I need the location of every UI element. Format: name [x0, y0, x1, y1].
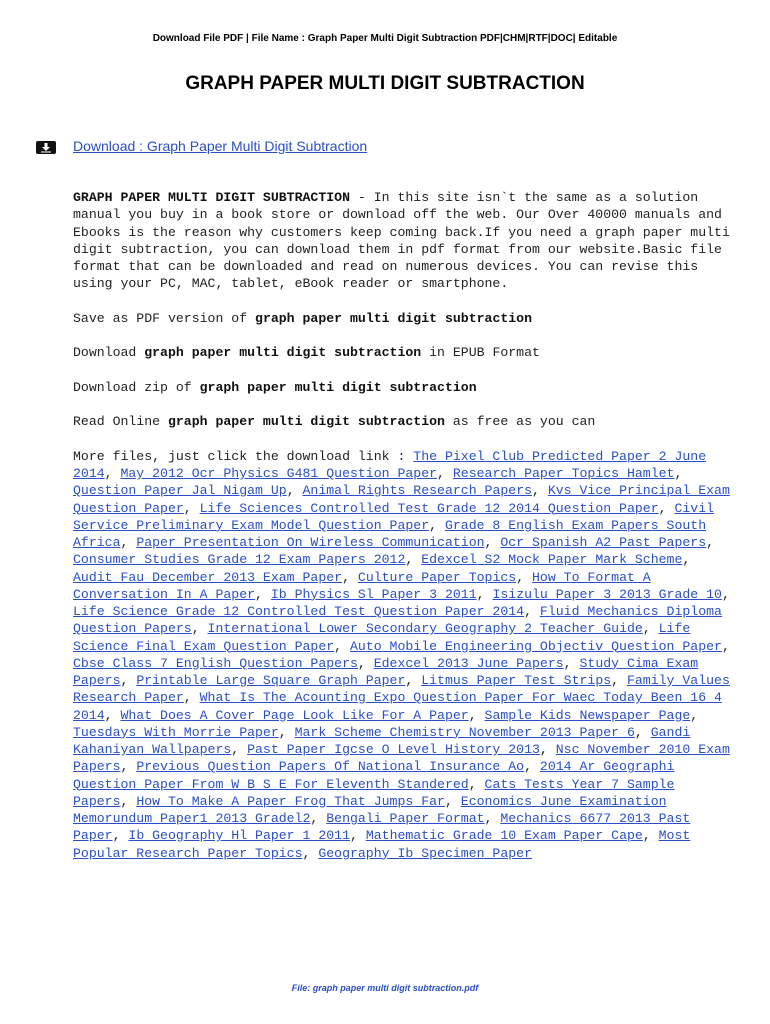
link-separator: , — [334, 638, 350, 654]
file-link[interactable]: Previous Question Papers Of National Insurance Ao — [136, 759, 525, 775]
link-separator: , — [429, 517, 445, 533]
link-separator: , — [302, 845, 319, 861]
page-title: GRAPH PAPER MULTI DIGIT SUBTRACTION — [185, 73, 585, 94]
file-link[interactable]: The Pixel Club Predicted Paper 2 June 2014 — [73, 448, 707, 481]
link-separator: , — [286, 483, 303, 499]
file-link[interactable]: Nsc November 2010 Exam Papers — [73, 742, 730, 775]
read-online-line — [73, 413, 733, 430]
epub-suffix: in EPUB Format — [421, 345, 540, 361]
link-separator: , — [357, 655, 374, 671]
file-link[interactable]: Life Science Grade 12 Controlled Test Question Paper 2014 — [73, 604, 525, 619]
file-link[interactable]: Economics June Examination Memorundum Paper1 2013 Gradel2 — [73, 793, 667, 826]
link-separator: , — [532, 483, 548, 499]
page-footer: File: graph paper multi digit subtraction.pdf — [291, 983, 479, 993]
file-link[interactable]: May 2012 Ocr Physics G481 Question Paper — [120, 466, 438, 481]
link-separator: , — [476, 586, 493, 602]
link-separator: , — [255, 586, 271, 602]
file-link[interactable]: Auto Mobile Engineering Objectiv Question Paper — [349, 638, 722, 654]
file-link[interactable]: Edexcel S2 Mock Paper Mark Scheme — [421, 552, 683, 568]
link-separator: , — [721, 638, 730, 654]
file-link[interactable]: Most Popular Research Paper Topics — [73, 828, 691, 861]
link-separator: , — [539, 742, 556, 757]
link-separator: , — [405, 552, 422, 568]
link-separator: , — [405, 673, 422, 688]
read-keyword: graph paper multi digit subtraction — [167, 414, 445, 430]
link-separator: , — [468, 776, 485, 792]
more-files-label: More files, just click the download link : — [73, 448, 414, 464]
file-link[interactable]: Mechanics 6677 2013 Past Paper — [73, 811, 691, 844]
link-separator: , — [191, 621, 208, 637]
link-separator: , — [310, 811, 327, 826]
save-pdf-keyword: graph paper multi digit subtraction — [255, 310, 533, 326]
save-pdf-prefix: Save as PDF version of — [73, 310, 256, 326]
file-link[interactable]: Edexcel 2013 June Papers — [373, 655, 564, 671]
file-link[interactable]: Life Science Final Exam Question Paper — [73, 621, 691, 654]
more-files-paragraph — [73, 448, 733, 862]
link-separator: , — [484, 535, 501, 550]
file-link[interactable]: How To Format A Conversation In A Paper — [73, 569, 651, 602]
file-link[interactable]: What Does A Cover Page Look Like For A Paper — [120, 707, 469, 723]
link-separator: , — [437, 466, 453, 481]
link-separator: , — [674, 466, 683, 481]
file-link[interactable]: What Is The Acounting Expo Question Paper For Waec Today Been 16 4 2014 — [73, 690, 722, 723]
file-link[interactable]: Bengali Paper Format — [326, 811, 485, 826]
file-link[interactable]: Geography Ib Specimen Paper — [318, 845, 533, 861]
link-separator: , — [444, 793, 461, 809]
file-link[interactable]: Grade 8 English Exam Papers South Africa — [73, 517, 707, 550]
page-header: Download File PDF | File Name : Graph Paper Multi Digit Subtraction PDF|CHM|RTF|DOC| Editable — [152, 33, 618, 44]
save-pdf-line — [73, 310, 733, 327]
link-separator: , — [563, 655, 580, 671]
link-separator: , — [183, 690, 200, 706]
file-link[interactable]: Litmus Paper Test Strips — [421, 673, 612, 688]
epub-line — [73, 344, 733, 361]
link-separator: , — [231, 742, 248, 757]
link-separator: , — [634, 724, 651, 740]
link-separator: , — [484, 811, 501, 826]
file-link[interactable]: Animal Rights Research Papers — [302, 483, 533, 499]
epub-prefix: Download — [73, 345, 145, 361]
intro-text: - In this site isn`t the same as a solution manual you buy in a book store or download off the web. Our Over 40000 manuals and Ebooks is the reason why customers keep coming back.If you need a graph paper multi digit subtraction, you can download them in pdf format from our website.Basic file format that can be downloaded and read on numerous devices. You can revise this using your PC, MAC, tablet, eBook reader or smartphone. — [73, 190, 730, 292]
file-link[interactable]: International Lower Secondary Geography 2 Teacher Guide — [207, 621, 643, 637]
download-link[interactable]: Download : Graph Paper Multi Digit Subtraction — [73, 138, 368, 154]
link-separator: , — [278, 724, 295, 740]
file-link[interactable]: Research Paper Topics Hamlet — [452, 466, 675, 481]
intro-bold-title: GRAPH PAPER MULTI DIGIT SUBTRACTION — [73, 190, 350, 205]
link-separator: , — [183, 500, 200, 516]
file-link[interactable]: Consumer Studies Grade 12 Exam Papers 2012 — [73, 552, 406, 568]
file-link[interactable]: Ib Geography Hl Paper 1 2011 — [128, 828, 350, 844]
file-link[interactable]: Culture Paper Topics — [357, 569, 517, 585]
file-link[interactable]: Civil Service Preliminary Exam Model Question Paper — [73, 500, 715, 533]
link-separator: , — [342, 569, 358, 585]
file-link[interactable]: Cats Tests Year 7 Sample Papers — [73, 776, 675, 809]
file-link[interactable]: Mathematic Grade 10 Exam Paper Cape — [365, 828, 643, 844]
file-link[interactable]: Ocr Spanish A2 Past Papers — [500, 535, 707, 550]
epub-keyword: graph paper multi digit subtraction — [144, 345, 422, 361]
file-link[interactable]: Printable Large Square Graph Paper — [136, 673, 406, 688]
link-separator: , — [112, 828, 129, 844]
download-icon[interactable] — [36, 141, 56, 154]
link-separator: , — [721, 586, 730, 602]
file-link[interactable]: Gandi Kahaniyan Wallpapers — [73, 724, 691, 757]
file-link[interactable]: Paper Presentation On Wireless Communication — [136, 535, 485, 550]
link-separator: , — [104, 466, 121, 481]
link-separator: , — [658, 500, 675, 516]
zip-keyword: graph paper multi digit subtraction — [199, 379, 477, 395]
file-link[interactable]: 2014 Ar Geographi Question Paper From W B S E For Eleventh Standered — [73, 759, 675, 792]
file-link[interactable]: Audit Fau December 2013 Exam Paper — [73, 569, 343, 585]
link-separator: , — [642, 828, 659, 844]
zip-line — [73, 379, 733, 396]
link-separator: , — [682, 552, 691, 568]
file-link[interactable]: Question Paper Jal Nigam Up — [73, 483, 287, 499]
file-link[interactable]: How To Make A Paper Frog That Jumps Far — [136, 793, 445, 809]
file-link[interactable]: Family Values Research Paper — [73, 673, 730, 706]
link-separator: , — [350, 828, 366, 844]
file-link[interactable]: Ib Physics Sl Paper 3 2011 — [270, 586, 477, 602]
file-link[interactable]: Tuesdays With Morrie Paper — [73, 724, 279, 740]
file-link[interactable]: Sample Kids Newspaper Page — [484, 707, 691, 723]
file-link[interactable]: Past Paper Igcse O Level History 2013 — [247, 742, 540, 757]
link-separator: , — [104, 707, 121, 723]
file-link[interactable]: Mark Scheme Chemistry November 2013 Paper 6 — [294, 724, 635, 740]
file-link[interactable]: Fluid Mechanics Diploma Question Papers — [73, 604, 722, 637]
file-link[interactable]: Kvs Vice Principal Exam Question Paper — [73, 483, 730, 516]
file-link[interactable]: Isizulu Paper 3 2013 Grade 10 — [492, 586, 722, 602]
file-link[interactable]: Life Sciences Controlled Test Grade 12 2014 Question Paper — [199, 500, 659, 516]
link-separator: , — [690, 707, 699, 723]
link-separator: , — [120, 673, 137, 688]
zip-prefix: Download zip of — [73, 379, 200, 395]
link-separator: , — [120, 759, 137, 775]
link-separator: , — [120, 535, 137, 550]
link-separator: , — [120, 793, 137, 809]
link-separator: , — [468, 707, 485, 723]
link-separator: , — [642, 621, 659, 637]
document-body — [73, 189, 733, 879]
file-link[interactable]: Cbse Class 7 English Question Papers — [73, 655, 358, 671]
link-separator: , — [706, 535, 715, 550]
link-separator: , — [611, 673, 627, 688]
file-link[interactable]: Study Cima Exam Papers — [73, 655, 699, 688]
link-separator: , — [524, 604, 540, 619]
link-separator: , — [516, 569, 533, 585]
read-prefix: Read Online — [73, 414, 168, 430]
read-suffix: as free as you can — [444, 414, 596, 430]
link-separator: , — [524, 759, 540, 775]
intro-paragraph — [73, 189, 733, 293]
